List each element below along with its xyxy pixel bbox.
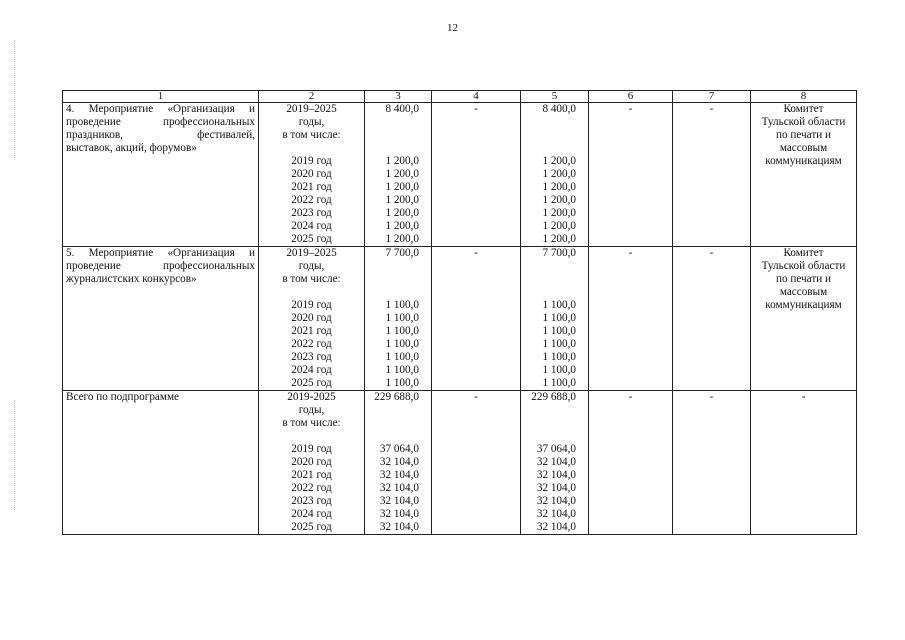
dash-value: - [709, 391, 714, 403]
year-label: 2022 год [291, 482, 332, 494]
executor-line: Комитет [783, 103, 824, 115]
activity-name-line: проведение профессиональных [66, 260, 255, 272]
column-header: 1 [63, 91, 259, 103]
dash-value: - [474, 247, 478, 259]
executor-line: массовым [779, 286, 828, 298]
activity-name-line: 4. Мероприятие «Организация и [66, 103, 255, 115]
activity-name-line: выставок, акций, форумов» [66, 142, 197, 154]
regional-year: 1 100,0 [542, 351, 576, 363]
column-number-row [63, 91, 857, 103]
year-label: 2022 год [291, 194, 332, 206]
period-cell [259, 391, 365, 535]
year-label: 2020 год [291, 312, 332, 324]
amount-total-cell [365, 391, 432, 535]
regional-year: 1 200,0 [542, 233, 576, 245]
amount-year: 1 200,0 [385, 194, 419, 206]
year-label: 2021 год [291, 325, 332, 337]
local-budget-cell [589, 103, 673, 247]
column-header: 4 [432, 91, 521, 103]
amount-year: 1 100,0 [385, 351, 419, 363]
dash-value: - [628, 103, 633, 115]
regional-year: 1 200,0 [542, 194, 576, 206]
amount-year: 37 064,0 [379, 443, 419, 455]
executor-cell [751, 103, 857, 247]
amount-year: 32 104,0 [379, 495, 419, 507]
executor-cell [751, 247, 857, 391]
regional-total: 229 688,0 [531, 391, 576, 403]
period-label: годы, [298, 260, 325, 272]
year-label: 2022 год [291, 338, 332, 350]
margin-dots [14, 400, 17, 510]
period-label: 2019-2025 [287, 391, 336, 403]
regional-year: 1 100,0 [542, 312, 576, 324]
period-label: в том числе: [282, 417, 341, 429]
activity-name-line: 5. Мероприятие «Организация и [66, 247, 255, 259]
amount-total-cell [365, 247, 432, 391]
amount-year: 1 200,0 [385, 168, 419, 180]
table-row [63, 103, 857, 247]
amount-year: 32 104,0 [379, 508, 419, 520]
table-row [63, 391, 857, 535]
executor-line: коммуникациям [765, 299, 842, 311]
amount-year: 1 100,0 [385, 299, 419, 311]
column-header: 5 [521, 91, 589, 103]
executor-line: Тульской области [761, 260, 846, 272]
executor-line: Комитет [783, 247, 824, 259]
activity-name-line: журналистских конкурсов» [66, 273, 197, 285]
federal-budget-cell [432, 103, 521, 247]
dash-value: - [628, 391, 633, 403]
year-label: 2024 год [291, 364, 332, 376]
regional-year: 32 104,0 [536, 521, 576, 533]
regional-year: 1 200,0 [542, 181, 576, 193]
amount-total: 8 400,0 [385, 103, 419, 115]
year-label: 2023 год [291, 495, 332, 507]
dash-value: - [628, 247, 633, 259]
amount-year: 32 104,0 [379, 482, 419, 494]
executor-line: Тульской области [761, 116, 846, 128]
period-label: 2019–2025 [286, 247, 337, 259]
federal-budget-cell [432, 391, 521, 535]
executor-line: коммуникациям [765, 155, 842, 167]
year-label: 2020 год [291, 456, 332, 468]
period-label: 2019–2025 [286, 103, 337, 115]
dash-value: - [709, 103, 714, 115]
year-label: 2024 год [291, 508, 332, 520]
executor-cell [751, 391, 857, 535]
amount-year: 1 100,0 [385, 325, 419, 337]
regional-year: 1 100,0 [542, 364, 576, 376]
regional-year: 1 100,0 [542, 325, 576, 337]
period-cell [259, 103, 365, 247]
year-label: 2021 год [291, 469, 332, 481]
amount-year: 1 100,0 [385, 364, 419, 376]
column-header: 6 [589, 91, 673, 103]
executor-line: по печати и [775, 129, 831, 141]
column-header: 2 [259, 91, 365, 103]
year-label: 2023 год [291, 207, 332, 219]
federal-budget-cell [432, 247, 521, 391]
period-label: в том числе: [282, 273, 341, 285]
regional-year: 1 200,0 [542, 207, 576, 219]
amount-year: 1 200,0 [385, 155, 419, 167]
regional-year: 32 104,0 [536, 508, 576, 520]
table-row [63, 247, 857, 391]
dash-value: - [474, 103, 478, 115]
year-label: 2019 год [291, 299, 332, 311]
extrabudget-cell [673, 247, 751, 391]
regional-year: 32 104,0 [536, 469, 576, 481]
amount-year: 32 104,0 [379, 456, 419, 468]
regional-budget-cell [521, 103, 589, 247]
dash-value: - [474, 391, 478, 403]
amount-year: 1 200,0 [385, 220, 419, 232]
year-label: 2021 год [291, 181, 332, 193]
activity-name-cell [63, 103, 259, 247]
column-header: 8 [751, 91, 857, 103]
activity-name-line: Всего по подпрограмме [66, 391, 180, 403]
period-label: годы, [298, 116, 325, 128]
regional-year: 1 100,0 [542, 338, 576, 350]
budget-table [62, 90, 857, 535]
year-label: 2025 год [291, 377, 332, 389]
regional-total: 8 400,0 [542, 103, 576, 115]
year-label: 2025 год [291, 233, 332, 245]
amount-year: 1 200,0 [385, 233, 419, 245]
regional-budget-cell [521, 391, 589, 535]
activity-name-line: проведение профессиональных [66, 116, 255, 128]
dash-value: - [709, 247, 714, 259]
amount-total: 229 688,0 [374, 391, 419, 403]
activity-name-cell [63, 247, 259, 391]
amount-year: 1 100,0 [385, 338, 419, 350]
amount-year: 32 104,0 [379, 521, 419, 533]
column-header: 3 [365, 91, 432, 103]
local-budget-cell [589, 391, 673, 535]
local-budget-cell [589, 247, 673, 391]
regional-budget-cell [521, 247, 589, 391]
regional-year: 1 200,0 [542, 155, 576, 167]
year-label: 2024 год [291, 220, 332, 232]
amount-year: 1 200,0 [385, 207, 419, 219]
year-label: 2023 год [291, 351, 332, 363]
activity-name-line: праздников, фестивалей, [66, 129, 255, 141]
column-header: 7 [673, 91, 751, 103]
year-label: 2025 год [291, 521, 332, 533]
amount-year: 32 104,0 [379, 469, 419, 481]
executor-line: по печати и [775, 273, 831, 285]
margin-dots [14, 40, 17, 160]
year-label: 2020 год [291, 168, 332, 180]
executor-line: массовым [779, 142, 828, 154]
extrabudget-cell [673, 103, 751, 247]
amount-year: 1 100,0 [385, 377, 419, 389]
amount-total-cell [365, 103, 432, 247]
period-label: в том числе: [282, 129, 341, 141]
regional-year: 1 100,0 [542, 299, 576, 311]
year-label: 2019 год [291, 155, 332, 167]
extrabudget-cell [673, 391, 751, 535]
regional-year: 32 104,0 [536, 456, 576, 468]
activity-name-cell [63, 391, 259, 535]
year-label: 2019 год [291, 443, 332, 455]
regional-total: 7 700,0 [542, 247, 576, 259]
regional-year: 1 200,0 [542, 220, 576, 232]
regional-year: 1 200,0 [542, 168, 576, 180]
regional-year: 37 064,0 [536, 443, 576, 455]
regional-year: 32 104,0 [536, 495, 576, 507]
amount-year: 1 200,0 [385, 181, 419, 193]
regional-year: 1 100,0 [542, 377, 576, 389]
period-label: годы, [298, 404, 325, 416]
period-cell [259, 247, 365, 391]
amount-year: 1 100,0 [385, 312, 419, 324]
amount-total: 7 700,0 [385, 247, 419, 259]
page-number: 12 [447, 22, 458, 34]
executor-line: - [801, 391, 806, 403]
regional-year: 32 104,0 [536, 482, 576, 494]
